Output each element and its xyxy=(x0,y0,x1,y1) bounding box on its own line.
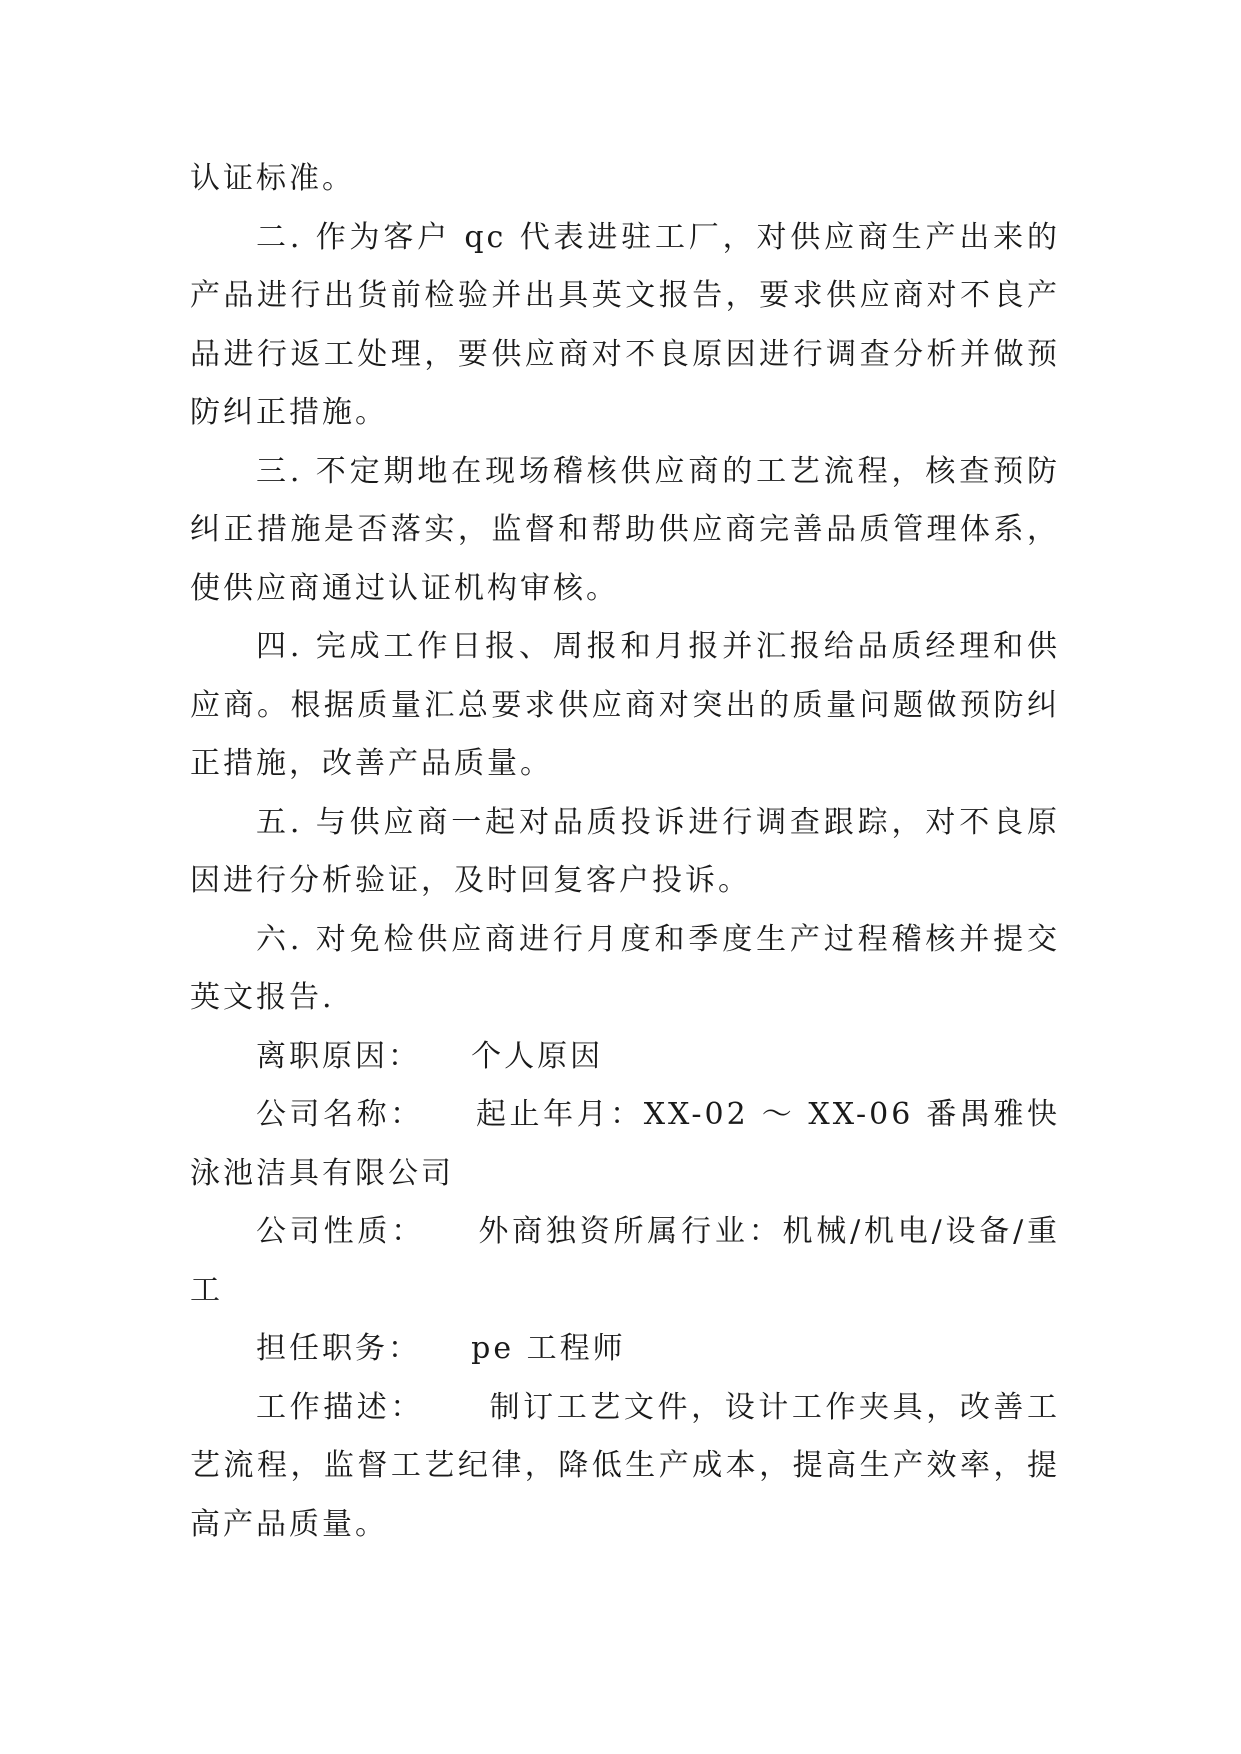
paragraph-certification-standard: 认证标准。 xyxy=(190,161,355,196)
paragraph-position: 担任职务： pe 工程师 xyxy=(256,1331,626,1366)
paragraph-company-name: 公司名称： 起止年月：XX-02 ～ XX-06 番禺雅快泳池洁具有限公司 xyxy=(190,1097,1060,1191)
paragraph-duty-5: 五. 与供应商一起对品质投诉进行调查跟踪，对不良原因进行分析验证，及时回复客户投诉。 xyxy=(190,804,1060,898)
paragraph-duty-3: 三. 不定期地在现场稽核供应商的工艺流程，核查预防纠正措施是否落实，监督和帮助供应商完善品质管理体系，使供应商通过认证机构审核。 xyxy=(190,453,1060,606)
paragraph-duty-2: 二. 作为客户 qc 代表进驻工厂，对供应商生产出来的产品进行出货前检验并出具英文报告，要求供应商对不良产品进行返工处理，要供应商对不良原因进行调查分析并做预防纠正措施。 xyxy=(190,219,1060,430)
paragraph-company-type: 公司性质： 外商独资所属行业：机械/机电/设备/重工 xyxy=(190,1214,1060,1308)
paragraph-leaving-reason: 离职原因： 个人原因 xyxy=(256,1038,604,1074)
paragraph-job-description: 工作描述： 制订工艺文件，设计工作夹具，改善工艺流程，监督工艺纪律，降低生产成本，提高生产效率，提高产品质量。 xyxy=(190,1389,1060,1542)
paragraph-duty-4: 四. 完成工作日报、周报和月报并汇报给品质经理和供应商。根据质量汇总要求供应商对突出的质量问题做预防纠正措施，改善产品质量。 xyxy=(190,629,1060,781)
paragraph-duty-6: 六. 对免检供应商进行月度和季度生产过程稽核并提交英文报告. xyxy=(190,921,1060,1015)
document-body xyxy=(190,150,1060,1554)
